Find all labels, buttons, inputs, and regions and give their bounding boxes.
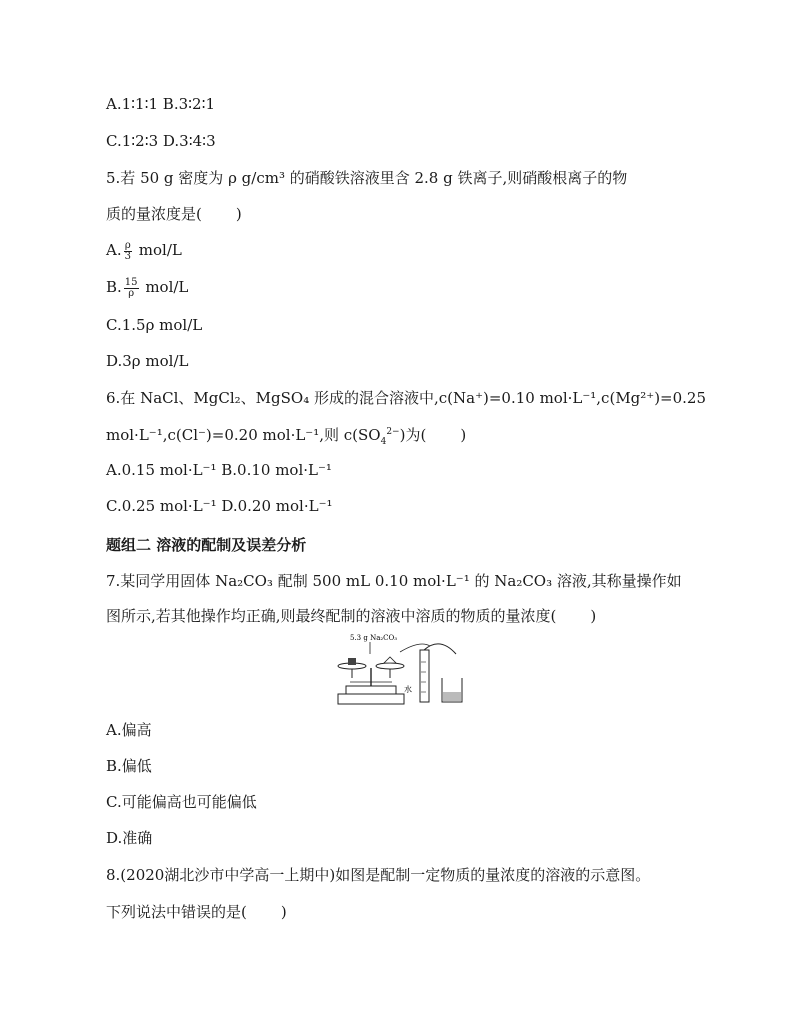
weight-block [348, 658, 356, 665]
q5-option-a-fraction [124, 241, 132, 262]
q6-options-row2: C.0.25 mol·L⁻¹ D.0.20 mol·L⁻¹ [106, 497, 333, 515]
balance-body [346, 686, 396, 694]
pour-arc [400, 644, 430, 652]
q7-option-c: C.可能偏高也可能偏低 [106, 793, 257, 811]
q5-option-a-denominator: 3 [124, 250, 131, 262]
q6-stem-line2-close: ) [460, 426, 467, 444]
q5-option-a-numerator: ρ [124, 239, 131, 251]
q6-stem-line2-text: mol·L⁻¹,c(Cl⁻)=0.20 mol·L⁻¹,则 c(SO [106, 426, 381, 444]
q7-stem-line2-close: ) [590, 607, 597, 625]
q6-stem-line2-tail: )为( [399, 426, 427, 444]
q5-stem-line2-text: 质的量浓度是( [106, 205, 202, 223]
q4-options-row2: C.1∶2∶3 D.3∶4∶3 [106, 132, 216, 150]
q8-stem-line1: 8.(2020湖北沙市中学高一上期中)如图是配制一定物质的量浓度的溶液的示意图。 [106, 866, 651, 884]
q6-sulfate-subscript: 4 [380, 437, 387, 447]
q7-option-b: B.偏低 [106, 757, 152, 775]
q5-option-c: C.1.5ρ mol/L [106, 316, 203, 334]
q7-option-d: D.准确 [106, 829, 153, 847]
q6-sulfate-charge: 2− [386, 427, 400, 437]
q6-stem-line1: 6.在 NaCl、MgCl₂、MgSO₄ 形成的混合溶液中,c(Na⁺)=0.10 mol·L⁻¹,c(Mg²⁺)=0.25 [106, 389, 707, 407]
q8-stem-line2-text: 下列说法中错误的是( [106, 903, 247, 921]
q5-option-b-fraction [124, 278, 139, 299]
q5-stem-line2-close: ) [235, 205, 242, 223]
q7-option-a: A.偏高 [106, 721, 152, 739]
q5-option-a-unit: mol/L [138, 241, 182, 259]
q5-option-d: D.3ρ mol/L [106, 352, 189, 370]
q6-options-row1: A.0.15 mol·L⁻¹ B.0.10 mol·L⁻¹ [106, 461, 332, 479]
sample-pile [384, 657, 396, 663]
figure-water-label: 水 [404, 685, 412, 694]
q8-stem-line2 [106, 902, 287, 922]
q5-option-a [106, 240, 182, 262]
q5-option-a-prefix: A. [106, 241, 122, 259]
q7-stem-line2 [106, 606, 596, 626]
q5-option-b [106, 277, 188, 299]
q5-option-b-unit: mol/L [145, 278, 189, 296]
q5-option-b-denominator: ρ [128, 287, 135, 299]
q5-stem-line2 [106, 204, 242, 224]
right-pan [376, 663, 404, 669]
section-heading: 题组二 溶液的配制及误差分析 [106, 536, 307, 554]
weighing-apparatus-figure [330, 632, 464, 708]
q8-stem-line2-close: ) [280, 903, 287, 921]
q6-stem-line2 [106, 422, 466, 452]
q5-stem-line1: 5.若 50 g 密度为 ρ g/cm³ 的硝酸铁溶液里含 2.8 g 铁离子,则硝酸根离子的物 [106, 169, 628, 187]
beaker-liquid [443, 692, 461, 701]
graduated-cylinder [420, 650, 429, 702]
q5-option-b-prefix: B. [106, 278, 122, 296]
q5-option-b-numerator: 15 [124, 276, 138, 288]
q7-stem-line1: 7.某同学用固体 Na₂CO₃ 配制 500 mL 0.10 mol·L⁻¹ 的 Na₂CO₃ 溶液,其称量操作如 [106, 572, 682, 590]
q4-options-row1: A.1∶1∶1 B.3∶2∶1 [106, 95, 216, 113]
q7-stem-line2-text: 图所示,若其他操作均正确,则最终配制的溶液中溶质的物质的量浓度( [106, 607, 557, 625]
figure-mass-label: 5.3 g Na₂CO₃ [350, 634, 398, 642]
balance-base [338, 694, 404, 704]
